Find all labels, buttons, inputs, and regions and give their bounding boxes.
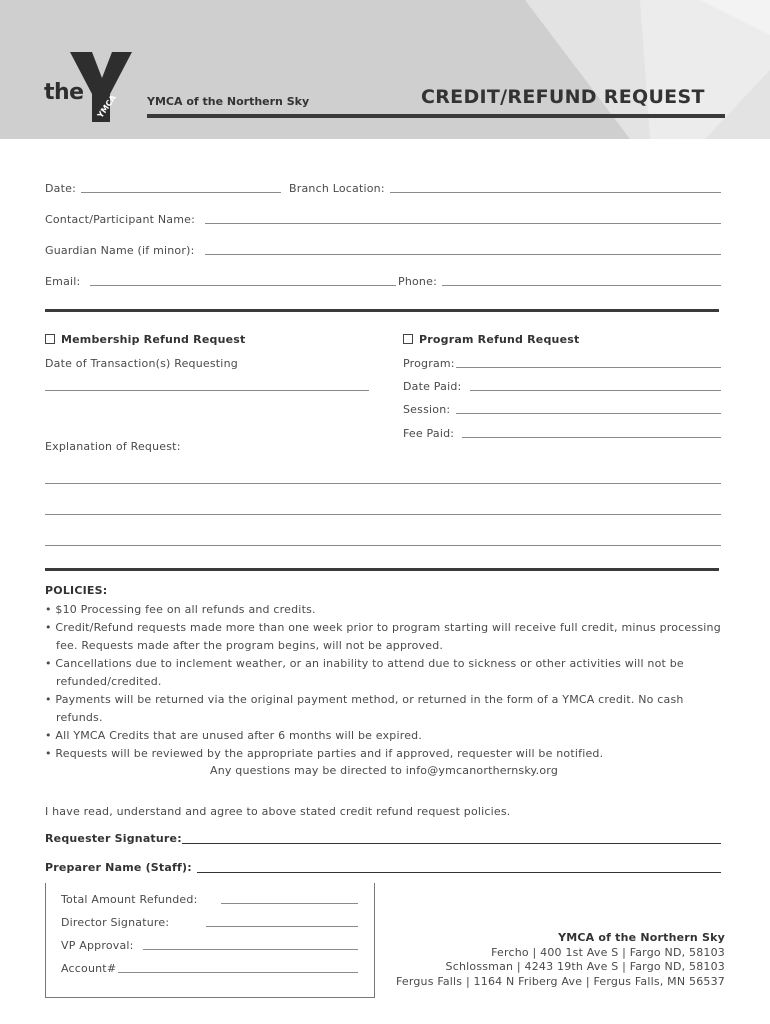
email-label: Email: (45, 275, 81, 288)
date-field[interactable] (81, 192, 281, 193)
director-signature-label: Director Signature: (61, 916, 170, 929)
section-rule-1 (45, 309, 719, 312)
contact-field[interactable] (205, 223, 721, 224)
policy-line: fee. Requests made after the program begins, will not be approved. (56, 639, 444, 652)
account-label: Account# (61, 962, 117, 975)
total-refunded-field[interactable] (221, 903, 358, 904)
explanation-label: Explanation of Request: (45, 440, 181, 453)
policy-line: refunds. (56, 711, 103, 724)
footer-org-name: YMCA of the Northern Sky (558, 931, 725, 944)
contact-label: Contact/Participant Name: (45, 213, 196, 226)
explanation-line-3[interactable] (45, 545, 721, 546)
policy-line: • $10 Processing fee on all refunds and credits. (45, 603, 316, 616)
session-label: Session: (403, 403, 451, 416)
policies-heading: POLICIES: (45, 584, 108, 597)
date-label: Date: (45, 182, 76, 195)
policy-line: • Cancellations due to inclement weather, or an inability to attend due to sickness or other activities will not be (45, 657, 684, 670)
explanation-line-1[interactable] (45, 483, 721, 484)
director-signature-field[interactable] (206, 926, 358, 927)
logo-the-text: the (44, 80, 84, 105)
agreement-text: I have read, understand and agree to above stated credit refund request policies. (45, 805, 511, 818)
office-use-box (45, 883, 375, 998)
date-paid-field[interactable] (470, 390, 721, 391)
guardian-label: Guardian Name (if minor): (45, 244, 195, 257)
policy-line: • All YMCA Credits that are unused after 6 months will be expired. (45, 729, 423, 742)
date-transaction-label: Date of Transaction(s) Requesting (45, 357, 238, 370)
fee-paid-label: Fee Paid: (403, 427, 455, 440)
title-rule (147, 114, 725, 118)
policy-line: • Credit/Refund requests made more than one week prior to program starting will receive full credit, minus processing (45, 621, 721, 634)
requester-signature-label: Requester Signature: (45, 832, 182, 845)
preparer-name-label: Preparer Name (Staff): (45, 861, 192, 874)
footer-address (396, 931, 725, 989)
vp-approval-label: VP Approval: (61, 939, 134, 952)
program-heading (403, 333, 579, 346)
branch-field[interactable] (390, 192, 721, 193)
fee-paid-field[interactable] (462, 437, 721, 438)
membership-heading (45, 333, 245, 346)
program-checkbox[interactable] (403, 334, 413, 344)
header-org-name: YMCA of the Northern Sky (147, 95, 310, 108)
email-field[interactable] (90, 285, 396, 286)
vp-approval-field[interactable] (143, 949, 358, 950)
logo-ymca-text: YMCA (95, 93, 119, 120)
ymca-logo (44, 50, 134, 126)
preparer-name-field[interactable] (197, 872, 721, 873)
membership-checkbox[interactable] (45, 334, 55, 344)
footer-address-line: Schlossman | 4243 19th Ave S | Fargo ND, 58103 (445, 960, 725, 973)
policy-line: • Payments will be returned via the original payment method, or returned in the form of a YMCA credit. No cash (45, 693, 684, 706)
date-transaction-field[interactable] (45, 390, 369, 391)
policy-line: • Requests will be reviewed by the appropriate parties and if approved, requester will be notified. (45, 747, 604, 760)
guardian-field[interactable] (205, 254, 721, 255)
program-heading-label: Program Refund Request (419, 333, 580, 346)
program-field[interactable] (456, 367, 721, 368)
date-paid-label: Date Paid: (403, 380, 462, 393)
policy-line: refunded/credited. (56, 675, 162, 688)
requester-signature-field[interactable] (182, 843, 721, 844)
footer-address-line: Fergus Falls | 1164 N Friberg Ave | Fergus Falls, MN 56537 (395, 974, 725, 988)
footer-address-line: Fercho | 400 1st Ave S | Fargo ND, 58103 (491, 945, 725, 959)
total-refunded-label: Total Amount Refunded: (61, 893, 198, 906)
phone-field[interactable] (442, 285, 721, 286)
branch-label: Branch Location: (289, 182, 385, 195)
account-field[interactable] (118, 972, 358, 973)
policy-contact: Any questions may be directed to info@ymcanorthernsky.org (210, 764, 559, 777)
section-rule-2 (45, 568, 719, 571)
page-title: CREDIT/REFUND REQUEST (421, 86, 705, 108)
membership-heading-label: Membership Refund Request (61, 333, 246, 346)
program-label: Program: (403, 357, 455, 370)
session-field[interactable] (456, 413, 721, 414)
explanation-line-2[interactable] (45, 514, 721, 515)
phone-label: Phone: (398, 275, 437, 288)
